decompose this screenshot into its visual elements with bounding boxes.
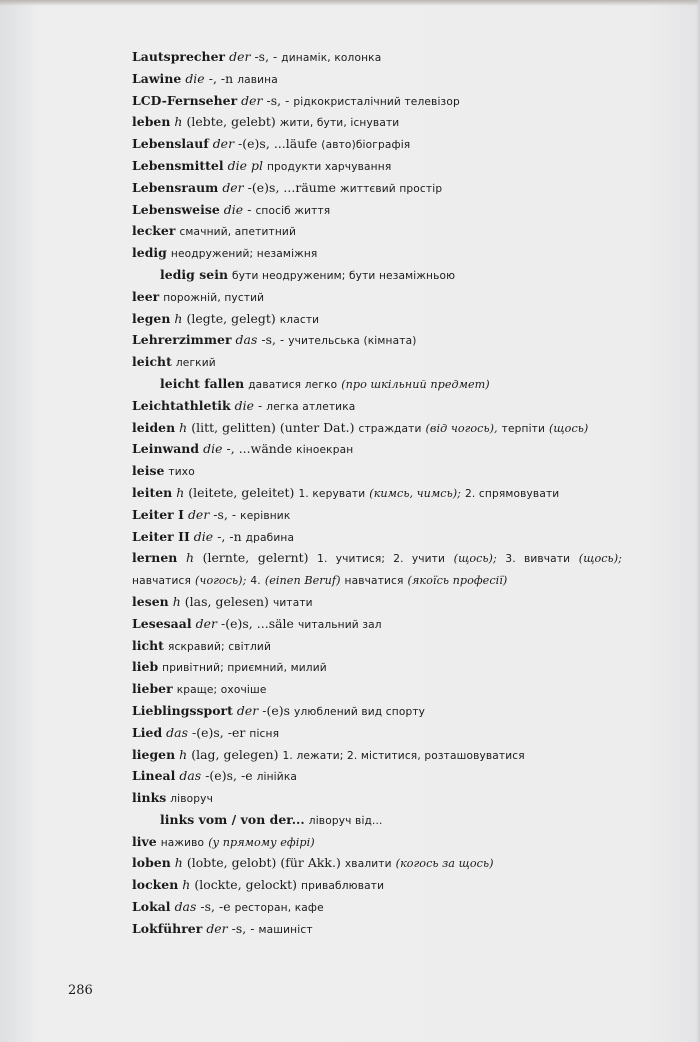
grammar-forms: -(e)s, -er (192, 724, 246, 740)
translation: рідкокристалічний телевізор (293, 95, 460, 108)
dictionary-entry (132, 592, 622, 614)
translation: пісня (249, 727, 280, 740)
grammar-label: h (182, 877, 191, 893)
translation: 1. учитися; 2. учити (317, 553, 446, 566)
headword: ledig sein (160, 266, 229, 282)
dictionary-entry (132, 548, 622, 592)
headword: Leinwand (132, 441, 200, 457)
dictionary-entry (132, 330, 622, 352)
headword: liegen (132, 746, 176, 762)
dictionary-entry (132, 178, 622, 200)
headword: Lebensmittel (132, 157, 224, 173)
translation: драбина (245, 531, 295, 544)
headword: links (132, 790, 167, 806)
dictionary-entry (132, 439, 622, 461)
translation: ліворуч від... (308, 814, 383, 827)
translation: машиніст (258, 923, 313, 936)
dictionary-entry (132, 723, 622, 745)
headword: Leichtathletik (132, 397, 231, 413)
grammar-label: das (166, 724, 188, 740)
usage-note: (у прямому ефірі) (208, 835, 315, 849)
dictionary-entry (132, 200, 622, 222)
grammar-label: das (179, 768, 202, 784)
grammar-label: der (236, 702, 259, 718)
headword: lecker (132, 223, 176, 239)
translation: легка атлетика (266, 400, 356, 413)
dictionary-entry (132, 701, 622, 723)
headword: leer (132, 288, 160, 304)
headword: lernen (132, 550, 178, 566)
usage-note: (щось); (453, 552, 497, 566)
grammar-forms: (lernte, gelernt) (202, 550, 309, 566)
dictionary-entry (132, 287, 622, 309)
grammar-label: der (241, 92, 263, 108)
usage-note: (від чогось), (425, 421, 498, 435)
grammar-label: h (185, 550, 194, 566)
headword: licht (132, 637, 164, 653)
page-right-edge (696, 0, 700, 1042)
grammar-label: die (223, 201, 244, 217)
dictionary-entry (132, 919, 622, 941)
grammar-label: h (176, 484, 185, 500)
headword: Lokführer (132, 920, 203, 936)
translation: динамік, колонка (281, 52, 382, 64)
dictionary-entry (132, 352, 622, 374)
translation: (авто)біографія (321, 139, 411, 152)
headword: loben (132, 855, 171, 871)
grammar-label: die (203, 441, 223, 457)
grammar-forms: -, -n (208, 70, 234, 86)
translation: продукти харчування (266, 160, 392, 173)
translation: наживо (160, 836, 205, 849)
headword: Leiter II (132, 528, 190, 544)
headword: leben (132, 114, 171, 130)
dictionary-entry (132, 788, 622, 810)
grammar-label: der (222, 179, 244, 195)
headword: locken (132, 877, 179, 893)
translation: порожній, пустий (163, 291, 265, 304)
grammar-forms: (litt, gelitten) (unter Dat.) (191, 419, 355, 435)
grammar-forms: -(e)s, ...säle (220, 615, 294, 631)
headword: leicht fallen (160, 375, 245, 391)
translation: 1. керувати (298, 487, 366, 500)
grammar-label: die (234, 397, 255, 413)
headword: Leiter I (132, 506, 184, 522)
dictionary-entry (132, 69, 622, 91)
usage-note: (щось) (549, 421, 589, 435)
headword: Lesesaal (132, 615, 192, 631)
translation: учительська (кімната) (288, 335, 417, 348)
headword: links vom / von der... (160, 811, 305, 827)
translation: хвалити (344, 858, 392, 871)
usage-note: (щось); (578, 552, 622, 566)
dictionary-subentry (132, 810, 622, 832)
dictionary-entry (132, 91, 622, 113)
headword: live (132, 833, 157, 849)
page-number: 286 (68, 983, 93, 998)
translation: жити, бути, існувати (279, 117, 400, 130)
grammar-label: h (179, 419, 188, 435)
grammar-forms: (lobte, gelobt) (für Akk.) (186, 855, 341, 871)
translation: класти (279, 313, 320, 326)
grammar-forms: (legte, gelegt) (186, 310, 276, 326)
grammar-label: h (174, 855, 183, 871)
grammar-label: das (174, 899, 197, 915)
headword: lesen (132, 593, 169, 609)
translation: 1. лежати; 2. міститися, розташовуватися (282, 749, 525, 762)
grammar-forms: - (258, 397, 263, 413)
dictionary-entry (132, 853, 622, 875)
grammar-forms: -, -n (217, 528, 242, 544)
dictionary-entry-list (132, 47, 622, 941)
grammar-label: der (195, 615, 217, 631)
dictionary-entry (132, 745, 622, 767)
usage-note: (einen Beruf) (264, 574, 341, 588)
headword: leiden (132, 419, 176, 435)
translation: ресторан, кафе (234, 902, 324, 915)
grammar-label: das (235, 332, 258, 348)
dictionary-entry (132, 875, 622, 897)
headword: LCD-Fernseher (132, 92, 238, 108)
translation: яскравий; світлий (167, 640, 271, 653)
usage-note: (кимсь, чимсь); (369, 486, 461, 500)
translation: 2. спрямовувати (464, 487, 560, 500)
translation: лінійка (256, 771, 298, 784)
translation: лавина (237, 73, 278, 86)
translation: улюблений вид спорту (294, 705, 426, 718)
headword: Lied (132, 724, 163, 740)
dictionary-entry (132, 832, 622, 854)
headword: ledig (132, 245, 167, 261)
grammar-label: der (187, 506, 210, 522)
translation: спосіб життя (255, 204, 331, 217)
grammar-forms: - (247, 201, 252, 217)
headword: leiten (132, 484, 173, 500)
translation: смачний, апетитний (179, 226, 296, 239)
grammar-forms: -s, - (266, 92, 290, 108)
grammar-forms: -s, - (261, 332, 285, 348)
usage-note: (чогось); (195, 574, 247, 588)
translation: приваблювати (301, 880, 385, 893)
dictionary-entry (132, 461, 622, 483)
grammar-forms: -(e)s (262, 702, 291, 718)
grammar-label: die pl (227, 157, 263, 173)
translation: читати (272, 596, 313, 609)
headword: Lawine (132, 70, 182, 86)
dictionary-entry (132, 156, 622, 178)
headword: lieber (132, 681, 173, 697)
dictionary-subentry (132, 374, 622, 396)
grammar-forms: (lebte, gelebt) (186, 114, 276, 130)
grammar-label: h (179, 746, 188, 762)
translation: керівник (240, 509, 291, 522)
translation: навчатися (132, 575, 192, 588)
dictionary-entry (132, 243, 622, 265)
dictionary-entry (132, 679, 622, 701)
grammar-forms: -, ...wände (226, 441, 293, 457)
grammar-forms: -s, - (231, 920, 255, 936)
headword: legen (132, 310, 171, 326)
grammar-forms: (lockte, gelockt) (194, 877, 298, 893)
grammar-forms: -(e)s, ...räume (247, 179, 337, 195)
dictionary-entry (132, 897, 622, 919)
translation: неодружений; незаміжня (170, 248, 318, 261)
grammar-label: h (174, 310, 183, 326)
grammar-forms: -s, - (254, 49, 278, 64)
grammar-label: der (229, 49, 251, 64)
dictionary-subentry (132, 265, 622, 287)
headword: Lebensweise (132, 201, 220, 217)
grammar-forms: (leitete, geleitet) (188, 484, 295, 500)
dictionary-entry (132, 505, 622, 527)
dictionary-entry (132, 47, 622, 69)
translation: страждати (358, 422, 422, 435)
headword: Lokal (132, 899, 171, 915)
dictionary-entry (132, 221, 622, 243)
headword: Lebensraum (132, 179, 219, 195)
grammar-forms: -(e)s, ...läufe (238, 136, 318, 152)
translation: легкий (175, 357, 216, 370)
headword: Lautsprecher (132, 49, 226, 64)
grammar-forms: -s, - (213, 506, 237, 522)
usage-note: (якоїсь професії) (407, 574, 508, 588)
grammar-forms: -s, -e (200, 899, 231, 915)
dictionary-entry (132, 527, 622, 549)
dictionary-entry (132, 134, 622, 156)
headword: Lineal (132, 768, 176, 784)
translation: читальний зал (297, 618, 382, 631)
dictionary-entry (132, 766, 622, 788)
translation: ліворуч (170, 793, 213, 806)
translation: життєвий простір (340, 182, 443, 195)
dictionary-entry (132, 418, 622, 440)
translation: тихо (168, 466, 195, 479)
translation: кіноекран (296, 444, 354, 457)
grammar-label: der (212, 136, 235, 152)
grammar-forms: (lag, gelegen) (191, 746, 279, 762)
translation: терпіти (501, 422, 546, 435)
page-top-edge (0, 0, 700, 6)
grammar-label: h (174, 114, 183, 130)
headword: lieb (132, 659, 159, 675)
headword: leise (132, 463, 165, 479)
dictionary-entry (132, 309, 622, 331)
grammar-label: der (206, 920, 228, 936)
dictionary-entry (132, 483, 622, 505)
usage-note: (когось за щось) (395, 857, 494, 871)
headword: Lehrerzimmer (132, 332, 232, 348)
grammar-forms: -(e)s, -e (205, 768, 253, 784)
headword: Lebenslauf (132, 136, 209, 152)
translation: краще; охочіше (176, 684, 267, 697)
translation: даватися легко (248, 378, 338, 391)
grammar-label: h (172, 593, 181, 609)
translation: привітний; приємний, милий (162, 662, 327, 675)
usage-note: (про шкільний предмет) (341, 377, 490, 391)
translation: 3. вивчати (505, 553, 571, 566)
grammar-forms: (las, gelesen) (184, 593, 269, 609)
translation: 4. (250, 575, 261, 588)
headword: leicht (132, 354, 172, 370)
grammar-label: die (193, 528, 214, 544)
dictionary-entry (132, 657, 622, 679)
dictionary-entry (132, 112, 622, 134)
translation: навчатися (344, 575, 404, 588)
dictionary-entry (132, 636, 622, 658)
grammar-label: die (185, 70, 205, 86)
dictionary-entry (132, 614, 622, 636)
headword: Lieblingssport (132, 702, 233, 718)
dictionary-entry (132, 396, 622, 418)
translation: бути неодруженим; бути незаміжньою (232, 269, 456, 282)
